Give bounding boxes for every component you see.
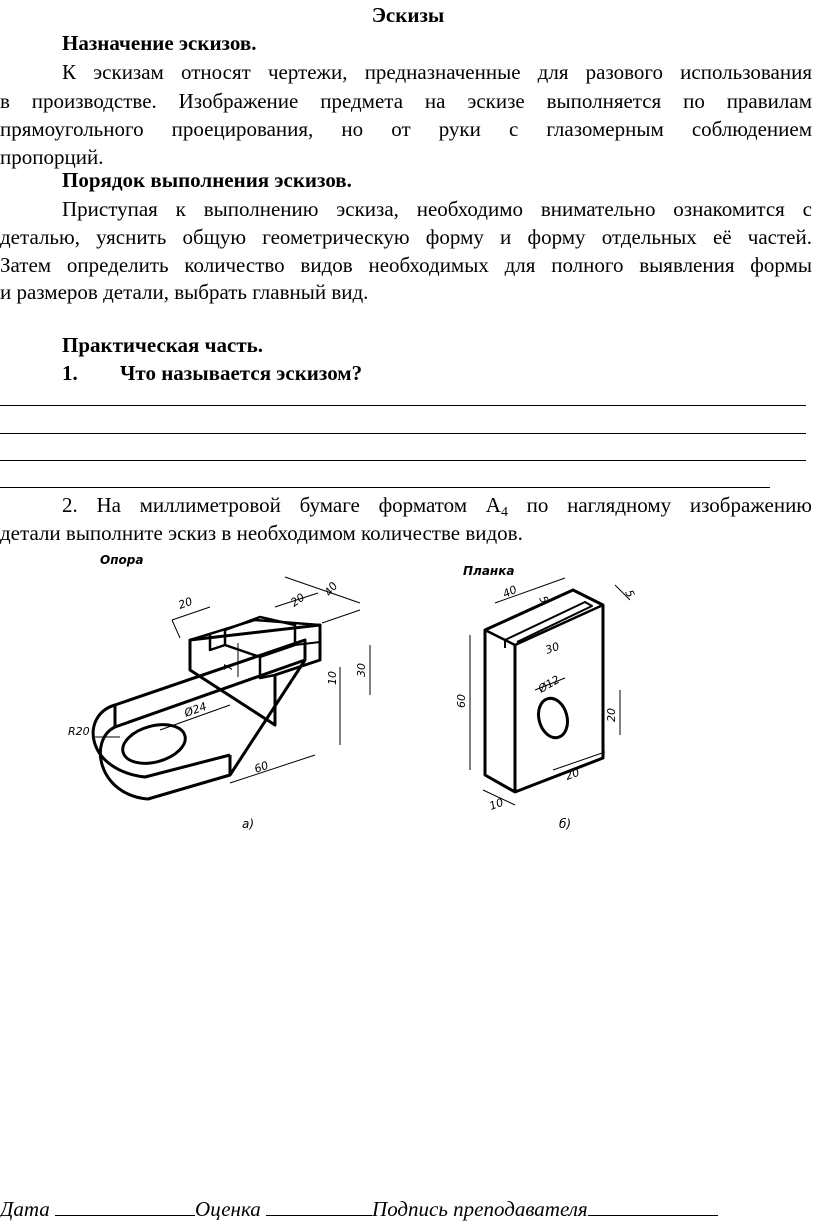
dim-label: 20 <box>176 594 195 612</box>
signature-label: Подпись преподавателя <box>372 1197 588 1221</box>
paragraph-line: деталью, уяснить общую геометрическую форму и форму отдельных её частей. <box>0 225 812 249</box>
dim-label: 40 <box>321 579 341 599</box>
dim-label: 10 <box>326 671 339 685</box>
dim-label: 5 <box>622 587 638 600</box>
format-subscript: 4 <box>500 505 508 520</box>
footer <box>0 1195 718 1222</box>
page-title: Эскизы <box>371 3 445 27</box>
dim-label: 20 <box>288 590 308 610</box>
figure-b-title: Планка <box>463 564 515 578</box>
figure-opora <box>60 545 390 835</box>
dim-label: 60 <box>455 694 468 708</box>
dim-label: R20 <box>68 725 90 738</box>
task-line: детали выполните эскиз в необходимом количестве видов. <box>0 521 523 545</box>
paragraph-line: пропорций. <box>0 145 104 169</box>
answer-line[interactable] <box>0 487 770 488</box>
figure-b-caption: б) <box>559 817 572 831</box>
date-field[interactable] <box>55 1195 195 1216</box>
paragraph-line: Приступая к выполнению эскиза, необходимо внимательно ознакомится с <box>62 197 812 221</box>
practice-heading: Практическая часть. <box>62 333 263 357</box>
task-text: 2. На миллиметровой бумаге форматом А <box>62 493 501 517</box>
dim-label: 40 <box>500 583 519 601</box>
section-heading-purpose: Назначение эскизов. <box>62 31 257 55</box>
dim-label: 30 <box>355 663 368 677</box>
answer-line[interactable] <box>0 460 806 461</box>
paragraph-line: Затем определить количество видов необходимых для полного выявления формы <box>0 253 812 277</box>
dim-label: 10 <box>487 795 506 813</box>
paragraph-line: прямоугольного проецирования, но от руки с глазомерным соблюдением <box>0 117 812 141</box>
paragraph-line: и размеров детали, выбрать главный вид. <box>0 280 369 304</box>
dim-label: 20 <box>563 765 582 783</box>
grade-label: Оценка <box>195 1197 261 1221</box>
dim-label: 7 <box>222 664 235 671</box>
figure-a-caption: а) <box>242 817 255 831</box>
dim-label: 30 <box>543 639 562 657</box>
figure-planka <box>455 560 645 835</box>
answer-line[interactable] <box>0 405 806 406</box>
signature-field[interactable] <box>588 1195 718 1216</box>
dim-label: 60 <box>252 758 271 776</box>
dim-label: 5 <box>536 593 552 606</box>
dim-label: Ø24 <box>182 699 209 720</box>
paragraph-line: в производстве. Изображение предмета на эскизе выполняется по правилам <box>0 89 812 113</box>
question-text: Что называется эскизом? <box>120 361 363 385</box>
dim-label: Ø12 <box>536 673 563 696</box>
task-text: по наглядному изображению <box>507 493 812 517</box>
task-line <box>62 492 812 519</box>
date-label: Дата <box>0 1197 50 1221</box>
answer-line[interactable] <box>0 433 806 434</box>
question-number: 1. <box>62 361 78 385</box>
figure-a-title: Опора <box>100 553 144 567</box>
paragraph-line: К эскизам относят чертежи, предназначенные для разового использования <box>62 60 812 84</box>
grade-field[interactable] <box>266 1195 372 1216</box>
dim-label: 20 <box>605 708 618 722</box>
section-heading-procedure: Порядок выполнения эскизов. <box>62 168 352 192</box>
